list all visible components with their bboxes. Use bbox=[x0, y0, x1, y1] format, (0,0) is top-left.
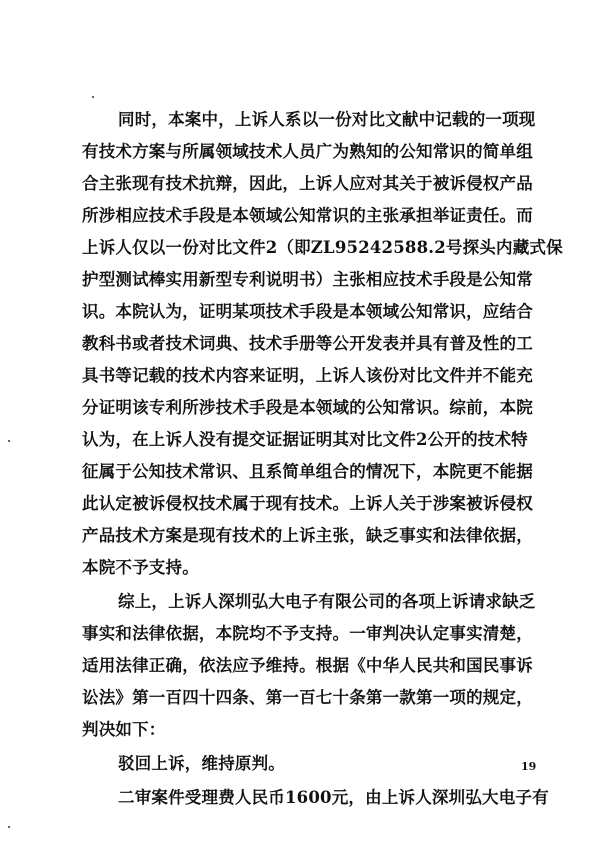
paragraph-line: 事实和法律依据，本院均不予支持。一审判决认定事实清楚， bbox=[82, 624, 533, 643]
paragraph-line: 识。本院认为，证明某项技术手段是本领域公知常识，应结合 bbox=[82, 302, 533, 321]
paragraph-line: 所涉相应技术手段是本领域公知常识的主张承担举证责任。而 bbox=[82, 206, 533, 225]
paragraph-line: 产品技术方案是现有技术的上诉主张，缺乏事实和法律依据， bbox=[82, 526, 533, 545]
scan-speck bbox=[8, 440, 10, 442]
paragraph-line: 教科书或者技术词典、技术手册等公开发表并具有普及性的工 bbox=[82, 334, 533, 353]
paragraph-line: 具书等记载的技术内容来证明，上诉人该份对比文件并不能充 bbox=[82, 366, 533, 385]
page-number: 19 bbox=[521, 760, 537, 773]
paragraph-line: 认为，在上诉人没有提交证据证明其对比文件2公开的技术特 bbox=[82, 430, 528, 449]
paragraph-line: 判决如下： bbox=[82, 720, 166, 739]
paragraph-line: 此认定被诉侵权技术属于现有技术。上诉人关于涉案被诉侵权 bbox=[82, 494, 533, 513]
paragraph-line: 讼法》第一百四十四条、第一百七十条第一款第一项的规定， bbox=[82, 688, 533, 707]
paragraph-line: 同时，本案中，上诉人系以一份对比文献中记载的一项现 bbox=[118, 110, 536, 129]
scan-speck bbox=[8, 826, 10, 828]
paragraph-line: 二审案件受理费人民币1600元，由上诉人深圳弘大电子有 bbox=[118, 788, 549, 807]
paragraph-line: 护型测试棒实用新型专利说明书）主张相应技术手段是公知常 bbox=[82, 270, 533, 289]
paragraph-line: 分证明该专利所涉技术手段是本领域的公知常识。综前，本院 bbox=[82, 398, 533, 417]
paragraph-line: 综上，上诉人深圳弘大电子有限公司的各项上诉请求缺乏 bbox=[118, 592, 536, 611]
paragraph-line: 本院不予支持。 bbox=[82, 558, 199, 577]
paragraph-line: 合主张现有技术抗辩，因此，上诉人应对其关于被诉侵权产品 bbox=[82, 174, 533, 193]
paragraph-line: 适用法律正确，依法应予维持。根据《中华人民共和国民事诉 bbox=[82, 656, 533, 675]
paragraph-line: 上诉人仅以一份对比文件2（即ZL95242588.2号探头内藏式保 bbox=[82, 238, 563, 257]
verdict-line: 驳回上诉，维持原判。 bbox=[118, 754, 285, 773]
scan-speck bbox=[92, 96, 94, 98]
paragraph-line: 有技术方案与所属领域技术人员广为熟知的公知常识的简单组 bbox=[82, 142, 533, 161]
paragraph-line: 征属于公知技术常识、且系简单组合的情况下，本院更不能据 bbox=[82, 462, 533, 481]
